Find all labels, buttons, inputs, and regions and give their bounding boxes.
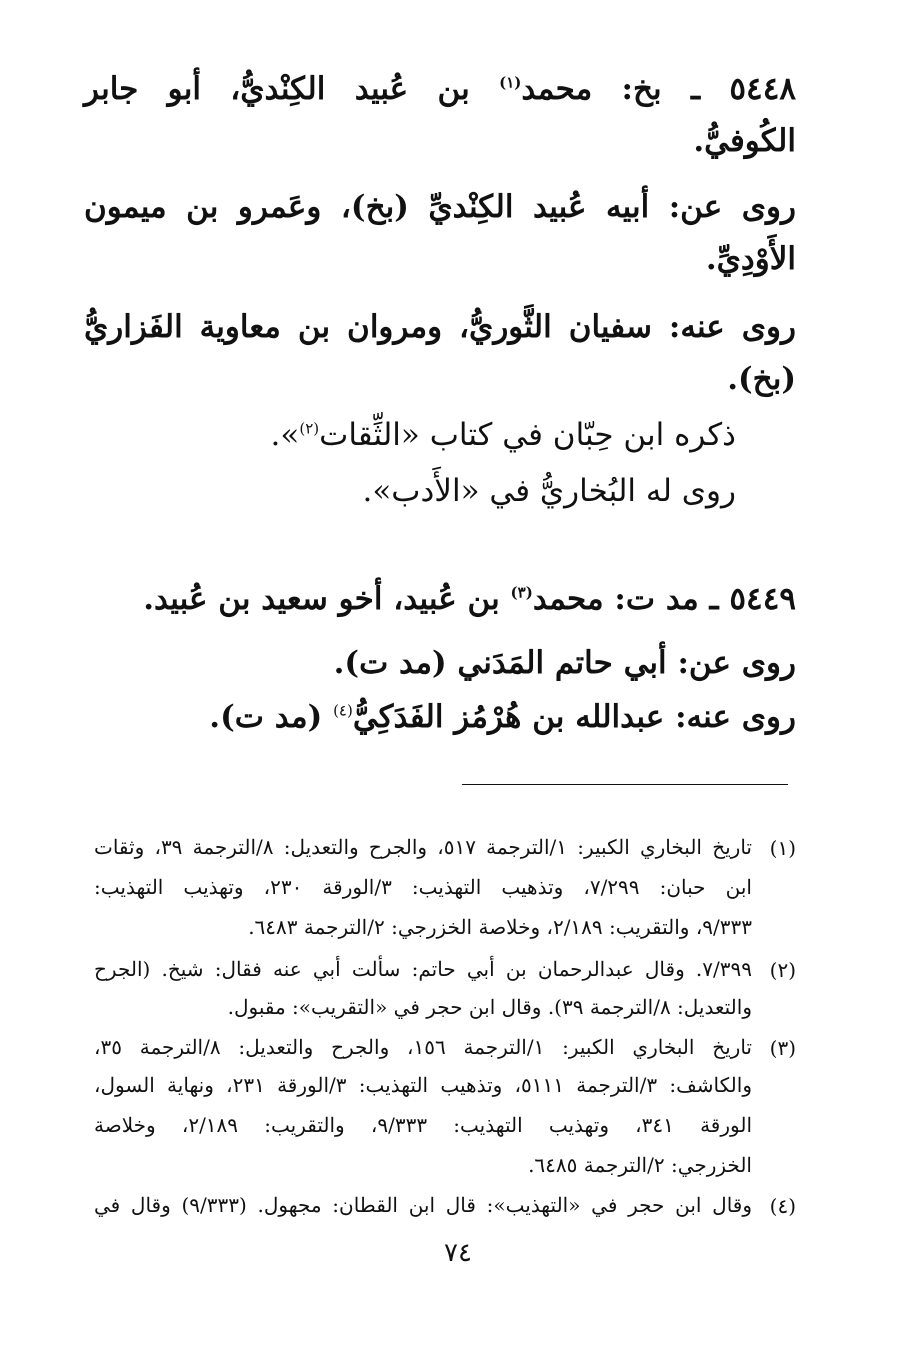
footnote-2-line-2: والتعديل: ٨/الترجمة ٣٩). وقال ابن حجر في «التقريب»: مقبول. — [227, 995, 752, 1019]
narrated-by-text-2: عبدالله بن هُرْمُز الفَدَكِيُّ — [352, 699, 676, 735]
footnote-3-number: (٣) — [769, 1036, 796, 1060]
footnote-4-number: (٤) — [769, 1194, 796, 1218]
entry-5448-bukhari: روى له البُخاريُّ في «الأَدب». — [362, 473, 736, 509]
footnote-2-line-1: ٧/٣٩٩. وقال عبدالرحمان بن أبي حاتم: سألت أبي عنه فقال: شيخ. (الجرح — [94, 957, 752, 981]
footnote-ref-2[interactable]: (٢) — [299, 419, 320, 438]
footnote-1-number: (١) — [769, 836, 796, 860]
narrated-from-label-2: روى عن: — [677, 645, 796, 681]
entry-5448-heading-cont: الكُوفيُّ. — [693, 123, 796, 159]
footnote-4-line-1: وقال ابن حجر في «التهذيب»: قال ابن القطان: مجهول. (٩/٣٣٣) وقال في — [94, 1193, 753, 1217]
footnote-1-line-1: تاريخ البخاري الكبير: ١/الترجمة ٥١٧، والجرح والتعديل: ٨/الترجمة ٣٩، وثقات — [94, 835, 752, 859]
footnote-3-line-4: الخزرجي: ٢/الترجمة ٦٤٨٥. — [528, 1153, 752, 1177]
entry-5448-heading — [84, 72, 796, 108]
entry-5449-heading-text-rest: بن عُبيد، أخو سعيد بن عُبيد. — [143, 581, 511, 617]
narrated-by-label-2: روى عنه: — [675, 699, 796, 735]
entry-5449-narrated-from — [334, 646, 796, 682]
narrated-by-text: سفيان الثَّوريُّ، ومروان بن معاوية الفَزاريُّ — [84, 309, 669, 345]
entry-5449-narrated-by — [209, 700, 796, 736]
mention-text: ذكره ابن حِبّان في كتاب «الثِّقات — [319, 417, 736, 453]
footnote-ref-4[interactable]: (٤) — [333, 701, 353, 720]
footnote-1-line-3: ٩/٣٣٣، والتقريب: ٢/١٨٩، وخلاصة الخزرجي: ٢/الترجمة ٦٤٨٣. — [248, 915, 752, 939]
entry-5448-narrated-by-cont: (بخ). — [727, 361, 796, 397]
footnote-3-line-1: تاريخ البخاري الكبير: ١/الترجمة ١٥٦، والجرح والتعديل: ٨/الترجمة ٣٥، — [94, 1035, 752, 1059]
entry-5448-narrated-from — [84, 190, 796, 226]
entry-5448-narrated-by — [84, 310, 796, 346]
narrated-from-text-2: أبي حاتم المَدَني (مد ت). — [333, 645, 678, 681]
narrated-by-text-2-end: (مد ت). — [209, 699, 334, 735]
footnote-divider — [462, 784, 788, 785]
footnote-1-line-2: ابن حبان: ٧/٢٩٩، وتذهيب التهذيب: ٣/الورقة ٢٣٠، وتهذيب التهذيب: — [94, 875, 752, 899]
entry-5449-heading — [143, 582, 796, 618]
footnote-3-line-2: والكاشف: ٣/الترجمة ٥١١١، وتذهيب التهذيب: ٣/الورقة ٢٣١، ونهاية السول، — [94, 1073, 752, 1097]
footnote-ref-3[interactable]: (٣) — [510, 583, 533, 602]
footnote-3-line-3: الورقة ٣٤١، وتهذيب التهذيب: ٩/٣٣٣، والتقريب: ٢/١٨٩، وخلاصة — [94, 1113, 753, 1137]
narrated-from-text: أبيه عُبيد الكِنْديِّ (بخ)، وعَمرو بن ميمون — [84, 189, 669, 225]
entry-5448-mention — [271, 418, 736, 454]
narrated-from-label: روى عن: — [668, 189, 796, 225]
page-number: ٧٤ — [444, 1238, 472, 1268]
entry-5449-heading-text: ٥٤٤٩ ـ مد ت: محمد — [532, 581, 796, 617]
entry-5448-narrated-from-cont: الأَوْدِيِّ. — [705, 241, 796, 277]
entry-5448-heading-text-rest: بن عُبيد الكِنْديُّ، أبو جابر — [84, 71, 500, 107]
footnote-ref-1[interactable]: (١) — [499, 73, 522, 92]
mention-text-end: ». — [270, 417, 300, 453]
narrated-by-label: روى عنه: — [668, 309, 796, 345]
footnote-2-number: (٢) — [769, 958, 796, 982]
entry-5448-heading-text: ٥٤٤٨ ـ بخ: محمد — [521, 71, 796, 107]
